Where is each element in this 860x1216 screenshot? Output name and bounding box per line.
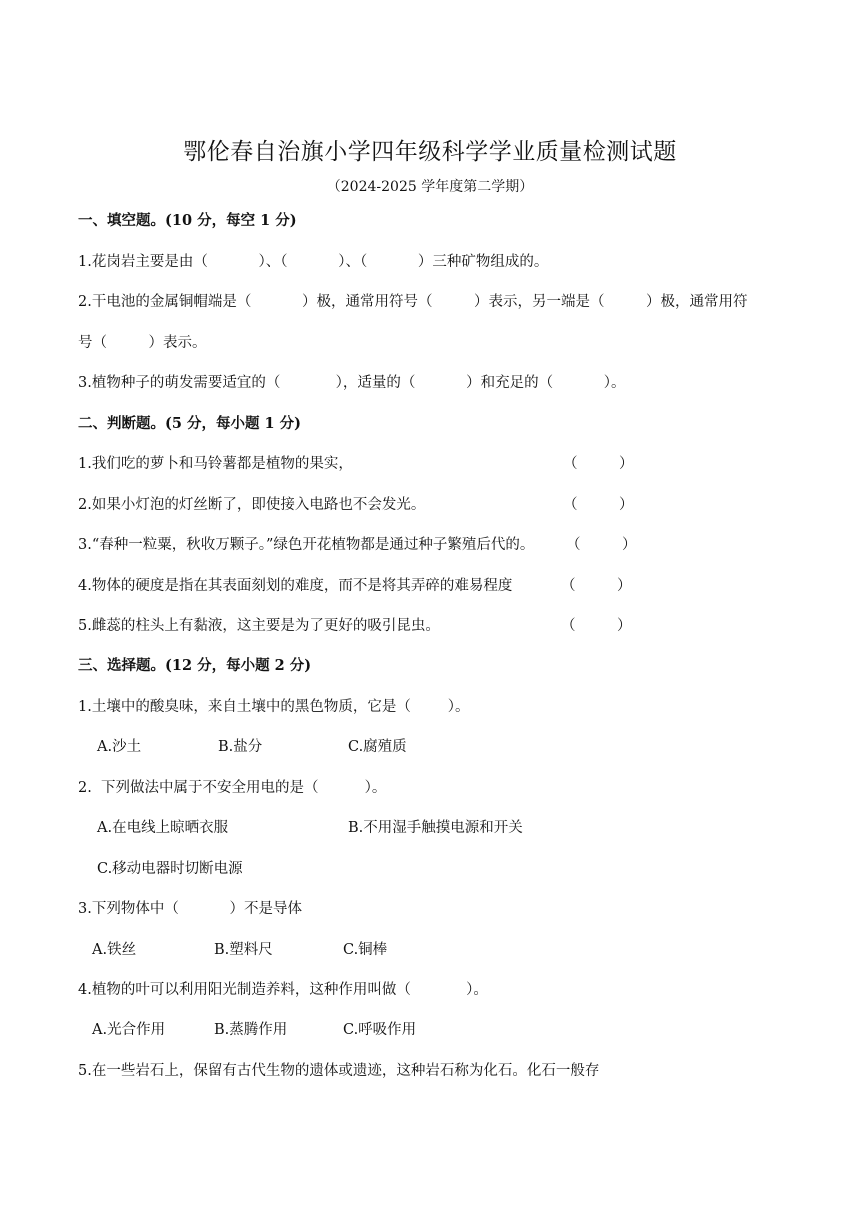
option-a: A.铁丝	[92, 942, 137, 958]
section-heading-true-false: 二、判断题。(5 分，每小题 1 分)	[78, 415, 302, 432]
page-subtitle: （2024-2025 学年度第二学期）	[326, 179, 534, 195]
question-fill-2-line2: 号（ ）表示。	[78, 335, 207, 351]
question-tf-1: 1.我们吃的萝卜和马铃薯都是植物的果实，	[78, 456, 353, 472]
question-fill-3: 3.植物种子的萌发需要适宜的（ ），适量的（ ）和充足的（ ）。	[78, 375, 626, 391]
question-choice-1: 1.土壤中的酸臭味，来自土壤中的黑色物质，它是（ ）。	[78, 699, 470, 715]
question-choice-4: 4.植物的叶可以利用阳光制造养料，这种作用叫做（ ）。	[78, 982, 488, 998]
question-tf-5: 5.雌蕊的柱头上有黏液，这主要是为了更好的吸引昆虫。	[78, 618, 440, 634]
answer-blank: （ ）	[561, 578, 632, 594]
option-c: C.铜棒	[343, 942, 388, 958]
option-c: C.腐殖质	[348, 739, 407, 755]
answer-blank: （ ）	[566, 537, 637, 553]
question-tf-4: 4.物体的硬度是指在其表面刻划的难度，而不是将其弄碎的难易程度	[78, 578, 513, 594]
option-c: C.移动电器时切断电源	[97, 861, 243, 877]
option-a: A.沙土	[97, 739, 142, 755]
page-title: 鄂伦春自治旗小学四年级科学学业质量检测试题	[183, 139, 677, 165]
option-b: B.不用湿手触摸电源和开关	[348, 820, 523, 836]
option-a: A.在电线上晾晒衣服	[97, 820, 229, 836]
question-choice-2: 2. 下列做法中属于不安全用电的是（ ）。	[78, 780, 387, 796]
option-b: B.蒸腾作用	[214, 1022, 288, 1038]
question-fill-1: 1.花岗岩主要是由（ ）、（ ）、（ ）三种矿物组成的。	[78, 254, 549, 270]
question-tf-2: 2.如果小灯泡的灯丝断了，即使接入电路也不会发光。	[78, 497, 426, 513]
answer-blank: （ ）	[563, 497, 634, 513]
question-choice-3: 3.下列物体中（ ）不是导体	[78, 901, 303, 917]
option-c: C.呼吸作用	[343, 1022, 417, 1038]
answer-blank: （ ）	[563, 456, 634, 472]
answer-blank: （ ）	[561, 618, 632, 634]
option-b: B.塑料尺	[214, 942, 273, 958]
section-heading-fill-blank: 一、填空题。(10 分，每空 1 分)	[78, 212, 297, 229]
option-b: B.盐分	[218, 739, 263, 755]
question-choice-5: 5.在一些岩石上，保留有古代生物的遗体或遗迹，这种岩石称为化石。化石一般存	[78, 1063, 600, 1079]
option-a: A.光合作用	[92, 1022, 166, 1038]
question-tf-3: 3.“春种一粒粟，秋收万颗子。”绿色开花植物都是通过种子繁殖后代的。	[78, 537, 535, 553]
section-heading-choice: 三、选择题。(12 分，每小题 2 分)	[78, 657, 312, 674]
question-fill-2-line1: 2.干电池的金属铜帽端是（ ）极，通常用符号（ ）表示，另一端是（ ）极，通常用符	[78, 294, 748, 310]
